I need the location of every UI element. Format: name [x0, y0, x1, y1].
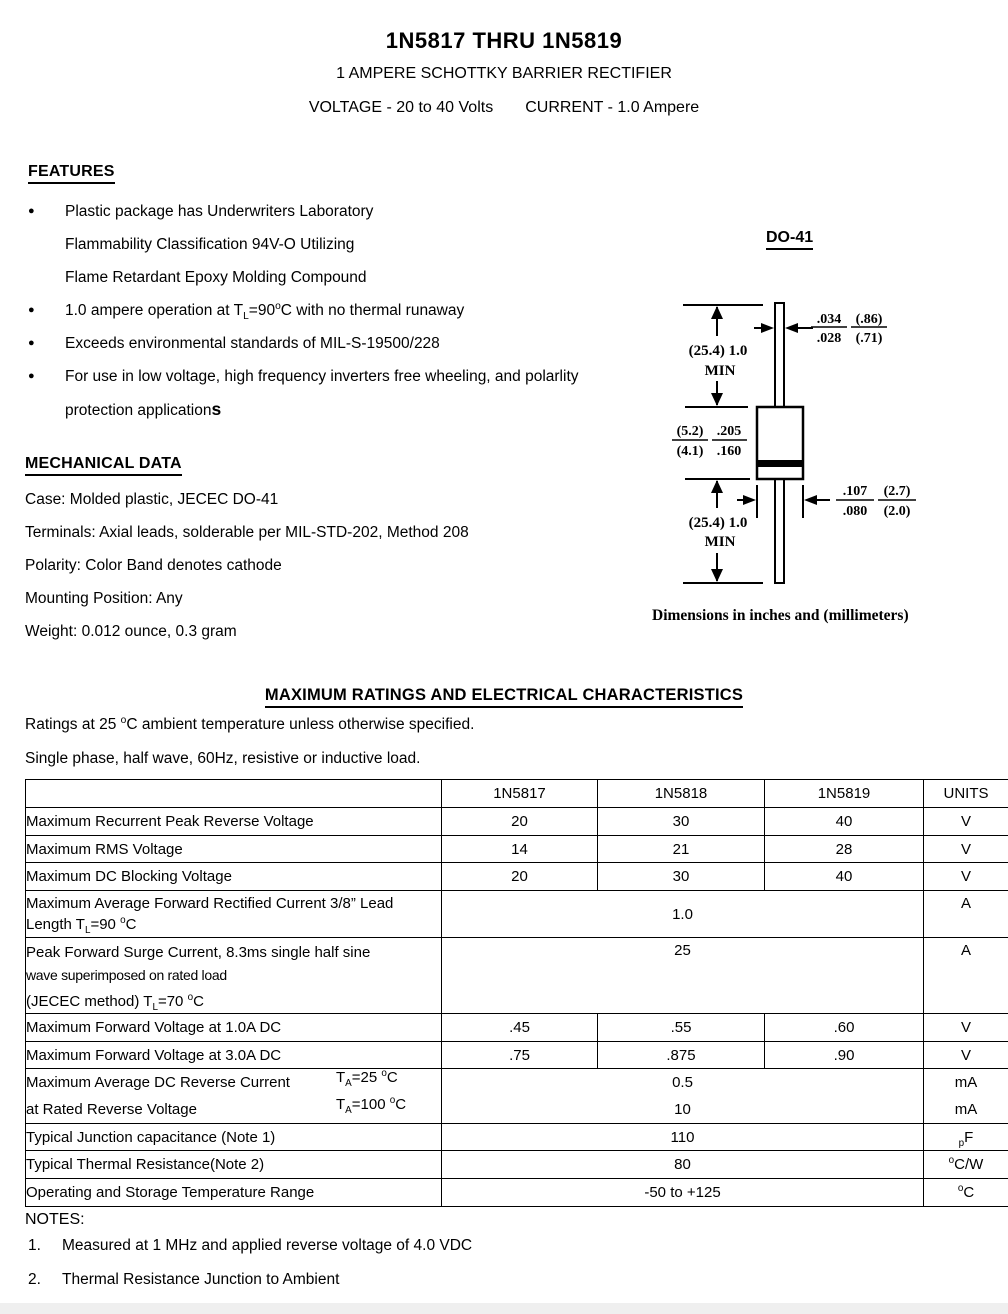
param-label [26, 891, 442, 938]
unit-cell: V [924, 808, 1008, 836]
value-line: 10 [674, 1101, 691, 1118]
header-part2: 1N5818 [598, 780, 765, 808]
ratings-table [25, 779, 1008, 1207]
current-rating: CURRENT - 1.0 Ampere [525, 99, 700, 116]
feature-item [28, 327, 648, 360]
header-blank-cell [26, 780, 442, 808]
value-merged: 110 [442, 1124, 924, 1151]
features-heading: FEATURES [28, 163, 115, 184]
diode-body [757, 407, 803, 479]
param-label-line: Length $T_L=90$ $^o$C [26, 915, 137, 936]
table-header-row [26, 780, 1008, 808]
param-label [26, 938, 442, 1014]
param-label-line: Peak Forward Surge Current, 8.3ms single half sine [26, 944, 371, 961]
param-label: Maximum DC Blocking Voltage [26, 863, 442, 891]
value-1n5819: .90 [765, 1042, 924, 1069]
package-diagram [650, 278, 1008, 593]
package-label: DO-41 [766, 229, 813, 250]
value-1n5819: 40 [765, 808, 924, 836]
value-1n5818: 30 [598, 808, 765, 836]
cathode-band [758, 460, 802, 467]
bullet-icon: ● [28, 370, 35, 382]
unit-cell: $_p$F [924, 1124, 1008, 1151]
bullet-icon: ● [28, 337, 35, 349]
note-text: Thermal Resistance Junction to Ambient [62, 1271, 340, 1288]
unit-cell: V [924, 836, 1008, 863]
value-1n5818: .875 [598, 1042, 765, 1069]
param-label: Typical Thermal Resistance(Note 2) [26, 1151, 442, 1179]
dim-bottom-lead-length: (25.4) 1.0 [688, 515, 748, 531]
param-label: Operating and Storage Temperature Range [26, 1179, 442, 1207]
spec-line [0, 99, 1008, 117]
param-label: Maximum RMS Voltage [26, 836, 442, 863]
feature-item [28, 360, 648, 427]
table-row-vf1 [26, 1014, 1008, 1042]
product-subtitle: 1 AMPERE SCHOTTKY BARRIER RECTIFIER [336, 65, 672, 82]
value-1n5817: 14 [442, 836, 598, 863]
feature-text: Exceeds environmental standards of MIL-S-19500/228 [65, 335, 440, 352]
weight-spec: Weight: 0.012 ounce, 0.3 gram [25, 623, 237, 640]
value-1n5819: 40 [765, 863, 924, 891]
notes-section [25, 1211, 725, 1297]
value-merged: 25 [674, 942, 691, 959]
param-label [26, 1069, 442, 1124]
lead-dia-mm-max: (.86) [855, 312, 883, 327]
feature-item [28, 294, 648, 327]
value-merged [442, 1069, 924, 1124]
param-label: Typical Junction capacitance (Note 1) [26, 1124, 442, 1151]
unit-cell: A [960, 895, 971, 912]
page-title: 1N5817 THRU 1N5819 [385, 28, 623, 53]
body-len-mm-max: (5.2) [676, 424, 704, 439]
diode-top-lead [775, 303, 784, 407]
page-bottom-edge [0, 1303, 1008, 1314]
note-item [25, 1229, 725, 1263]
note-number: 2. [28, 1271, 41, 1288]
lead-dia-inch-max: .034 [816, 312, 842, 327]
value-1n5817: .45 [442, 1014, 598, 1042]
dim-top-lead-min: MIN [704, 363, 736, 379]
test-condition: $T_A=100$ $^o$C [336, 1095, 407, 1116]
param-label: Maximum Forward Voltage at 3.0A DC [26, 1042, 442, 1069]
bullet-icon: ● [28, 205, 35, 217]
dim-bottom-lead-min: MIN [704, 534, 736, 550]
value-1n5818: 30 [598, 863, 765, 891]
dim-top-lead-length: (25.4) 1.0 [688, 343, 748, 359]
unit-cell: V [924, 1042, 1008, 1069]
features-section [28, 163, 648, 427]
param-label-line: wave superimposed on rated load [26, 967, 227, 983]
param-label: Maximum Recurrent Peak Reverse Voltage [26, 808, 442, 836]
param-label-line: at Rated Reverse Voltage [26, 1101, 197, 1118]
unit-cell: V [924, 863, 1008, 891]
feature-text: Plastic package has Underwriters Laboratory [65, 203, 374, 220]
unit-cell: V [924, 1014, 1008, 1042]
table-row-vrms [26, 836, 1008, 863]
unit-line: mA [954, 1101, 978, 1118]
lead-dia-inch-min: .028 [816, 331, 842, 346]
value-1n5817: 20 [442, 808, 598, 836]
notes-heading: NOTES: [25, 1211, 85, 1228]
feature-text: Flame Retardant Epoxy Molding Compound [65, 269, 367, 286]
body-dia-inch-min: .080 [842, 504, 868, 519]
body-dia-mm-max: (2.7) [883, 484, 911, 499]
note-item [25, 1263, 725, 1297]
diode-bottom-lead [775, 479, 784, 583]
param-label-line: Maximum Average Forward Rectified Current 3/8” Lead [26, 895, 394, 912]
value-1n5819: 28 [765, 836, 924, 863]
param-label-line: Maximum Average DC Reverse Current [26, 1074, 290, 1091]
ratings-condition-2: Single phase, half wave, 60Hz, resistive or inductive load. [25, 750, 421, 767]
lead-dia-mm-min: (.71) [855, 331, 883, 346]
table-row-ir [26, 1069, 1008, 1124]
unit-cell: $^o$C/W [924, 1151, 1008, 1179]
feature-text: For use in low voltage, high frequency inverters free wheeling, and polarlity [65, 368, 579, 385]
param-label: Maximum Forward Voltage at 1.0A DC [26, 1014, 442, 1042]
voltage-rating: VOLTAGE - 20 to 40 Volts [308, 99, 494, 116]
table-row-cj [26, 1124, 1008, 1151]
value-1n5818: 21 [598, 836, 765, 863]
table-row-tstg [26, 1179, 1008, 1207]
table-row-vf3 [26, 1042, 1008, 1069]
body-len-mm-min: (4.1) [676, 444, 704, 459]
header-part1: 1N5817 [442, 780, 598, 808]
value-1n5819: .60 [765, 1014, 924, 1042]
table-row-vrrm [26, 808, 1008, 836]
test-condition: $T_A=25$ $^o$C [336, 1068, 398, 1089]
value-1n5818: .55 [598, 1014, 765, 1042]
value-merged: -50 to +125 [442, 1179, 924, 1207]
unit-cell: $^o$C [924, 1179, 1008, 1207]
body-len-inch-min: .160 [716, 444, 742, 459]
bullet-icon: ● [28, 304, 35, 316]
feature-text: 1.0 ampere operation at $T_L=90^oC$ with no thermal runaway [65, 300, 465, 323]
value-line: 0.5 [672, 1074, 693, 1091]
ratings-condition-1: Ratings at 25 $^o$C ambient temperature unless otherwise specified. [25, 714, 475, 733]
note-text: Measured at 1 MHz and applied reverse voltage of 4.0 VDC [62, 1237, 473, 1254]
feature-text: Flammability Classification 94V-O Utilizing [65, 236, 355, 253]
feature-text: protection applications [65, 399, 222, 419]
body-dia-mm-min: (2.0) [883, 504, 911, 519]
header-units: UNITS [924, 780, 1008, 808]
unit-cell [924, 1069, 1008, 1124]
value-merged: 80 [442, 1151, 924, 1179]
feature-item [28, 195, 648, 294]
table-row-vdc [26, 863, 1008, 891]
ratings-heading: MAXIMUM RATINGS AND ELECTRICAL CHARACTERISTICS [265, 686, 743, 708]
terminals-spec: Terminals: Axial leads, solderable per MIL-STD-202, Method 208 [25, 524, 469, 541]
table-row-ifsm [26, 938, 1008, 1014]
table-row-if-avg [26, 891, 1008, 938]
header-part3: 1N5819 [765, 780, 924, 808]
body-dia-inch-max: .107 [842, 484, 868, 499]
ratings-heading-row [0, 686, 1008, 708]
unit-line: mA [954, 1074, 978, 1091]
body-len-inch-max: .205 [716, 424, 742, 439]
table-row-rth [26, 1151, 1008, 1179]
value-1n5817: .75 [442, 1042, 598, 1069]
mounting-spec: Mounting Position: Any [25, 590, 183, 607]
unit-cell: A [960, 942, 971, 959]
mechanical-heading: MECHANICAL DATA [25, 455, 182, 476]
note-number: 1. [28, 1237, 41, 1254]
value-1n5817: 20 [442, 863, 598, 891]
value-merged: 1.0 [442, 891, 924, 938]
case-spec: Case: Molded plastic, JECEC DO-41 [25, 491, 279, 508]
polarity-spec: Polarity: Color Band denotes cathode [25, 557, 282, 574]
param-label-line: (JECEC method) $T_L=70$ $^o$C [26, 992, 204, 1013]
diagram-caption: Dimensions in inches and (millimeters) [652, 607, 909, 624]
mechanical-section [25, 455, 625, 648]
